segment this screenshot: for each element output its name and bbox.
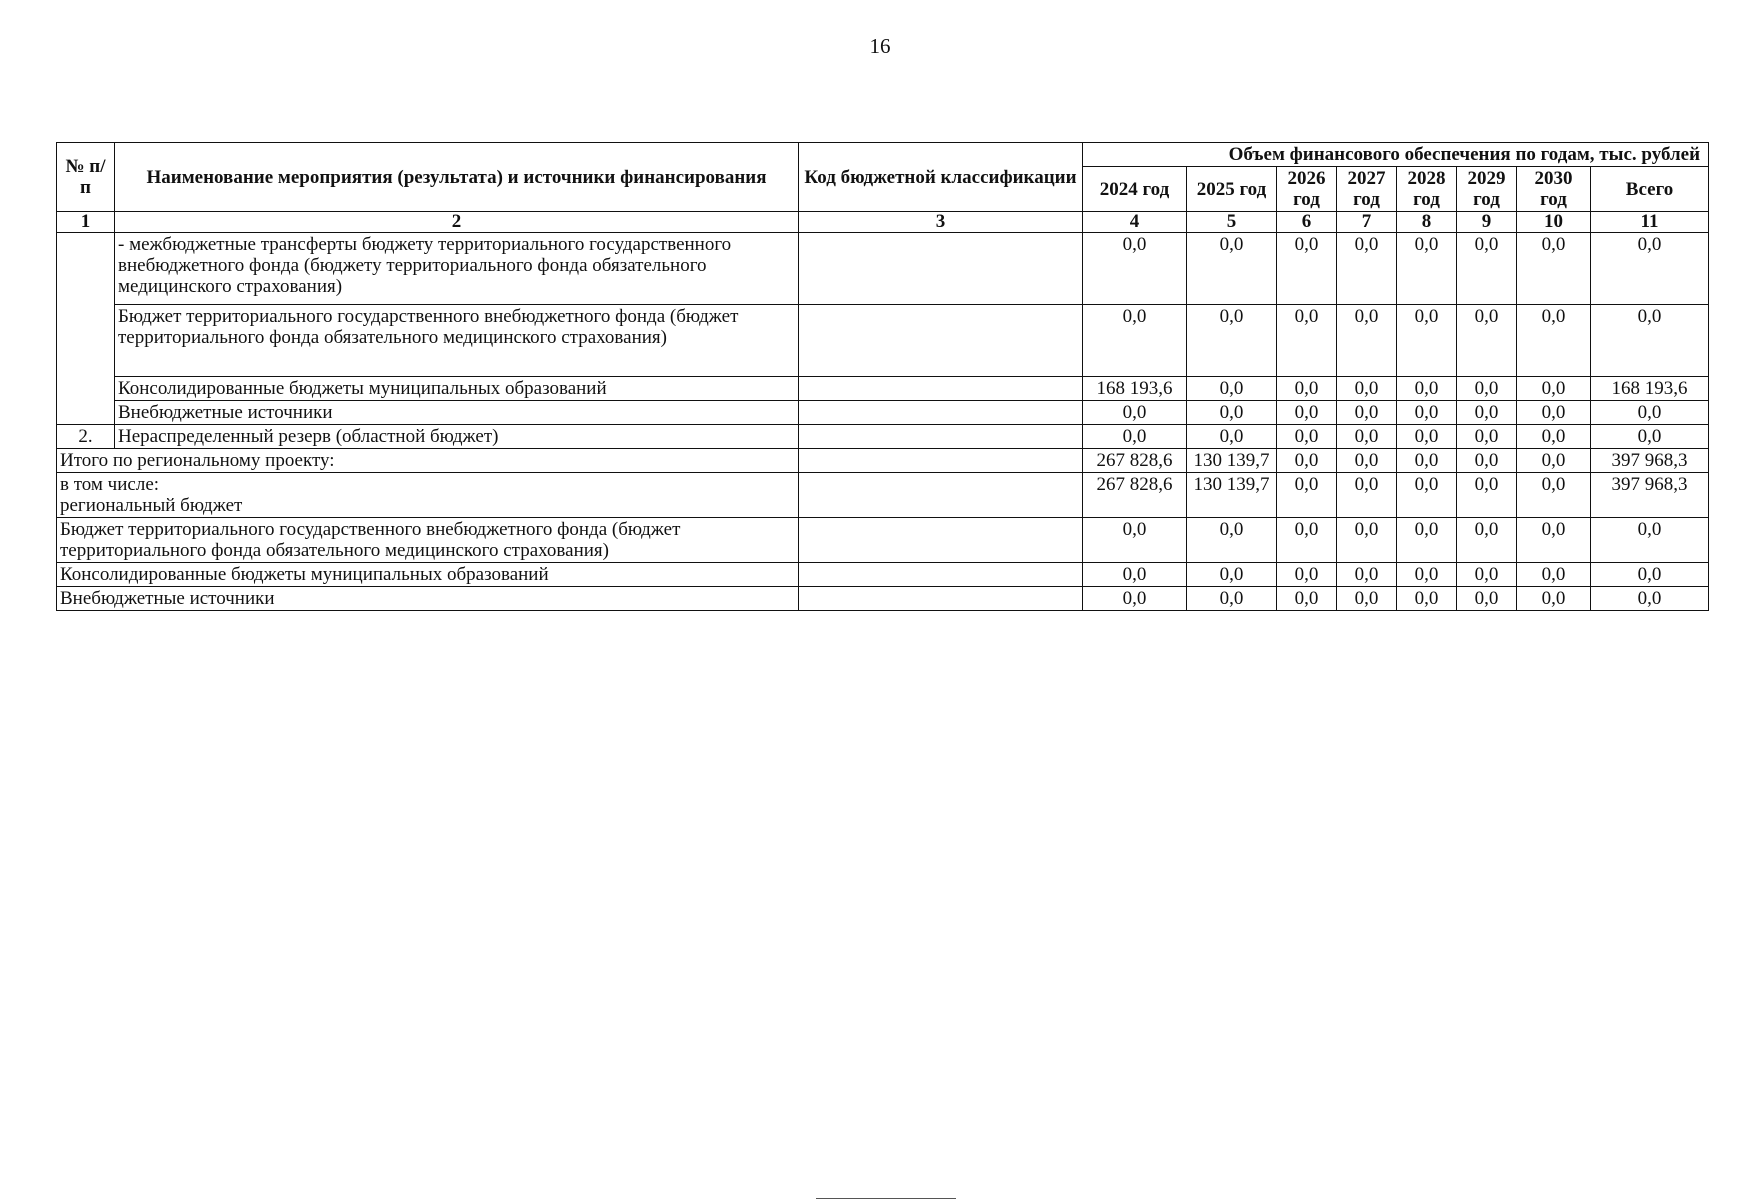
row-code — [799, 518, 1083, 563]
row-number — [57, 233, 115, 425]
value-cell: 0,0 — [1187, 401, 1277, 425]
value-cell: 0,0 — [1083, 233, 1187, 305]
header-year: 2029 год — [1457, 167, 1517, 212]
footer-rule — [816, 1198, 956, 1199]
value-cell: 0,0 — [1397, 401, 1457, 425]
value-cell: 0,0 — [1083, 305, 1187, 377]
value-cell: 0,0 — [1277, 473, 1337, 518]
row-code — [799, 425, 1083, 449]
value-cell: 0,0 — [1517, 563, 1591, 587]
column-number: 8 — [1397, 212, 1457, 233]
header-year: 2027 год — [1337, 167, 1397, 212]
value-cell: 0,0 — [1277, 305, 1337, 377]
value-cell: 130 139,7 — [1187, 473, 1277, 518]
value-cell: 0,0 — [1337, 518, 1397, 563]
value-cell: 0,0 — [1457, 425, 1517, 449]
value-cell: 0,0 — [1337, 425, 1397, 449]
row-name: Внебюджетные источники — [115, 401, 799, 425]
value-cell: 0,0 — [1397, 473, 1457, 518]
column-number: 10 — [1517, 212, 1591, 233]
total-name — [57, 473, 799, 518]
row-code — [799, 401, 1083, 425]
row-name: Нераспределенный резерв (областной бюджет) — [115, 425, 799, 449]
value-cell: 0,0 — [1083, 587, 1187, 611]
header-name: Наименование мероприятия (результата) и источники финансирования — [115, 143, 799, 212]
total-name-line: региональный бюджет — [60, 495, 243, 516]
value-cell: 0,0 — [1397, 563, 1457, 587]
row-code — [799, 305, 1083, 377]
value-cell: 0,0 — [1397, 518, 1457, 563]
value-cell: 0,0 — [1337, 587, 1397, 611]
value-cell: 0,0 — [1591, 563, 1709, 587]
value-cell: 0,0 — [1397, 233, 1457, 305]
value-cell: 0,0 — [1277, 587, 1337, 611]
total-row — [57, 449, 1709, 473]
value-cell: 0,0 — [1457, 377, 1517, 401]
value-cell: 0,0 — [1457, 587, 1517, 611]
value-cell: 0,0 — [1277, 425, 1337, 449]
row-code — [799, 449, 1083, 473]
value-cell: 0,0 — [1591, 518, 1709, 563]
value-cell: 0,0 — [1187, 425, 1277, 449]
value-cell: 0,0 — [1397, 305, 1457, 377]
total-row — [57, 563, 1709, 587]
value-cell: 0,0 — [1517, 377, 1591, 401]
value-cell: 0,0 — [1277, 518, 1337, 563]
column-number-row — [57, 212, 1709, 233]
value-cell: 0,0 — [1083, 563, 1187, 587]
value-cell: 0,0 — [1517, 401, 1591, 425]
column-number: 6 — [1277, 212, 1337, 233]
value-cell: 0,0 — [1591, 425, 1709, 449]
value-cell: 0,0 — [1397, 587, 1457, 611]
table-row — [57, 377, 1709, 401]
header-year: 2026 год — [1277, 167, 1337, 212]
value-cell: 267 828,6 — [1083, 449, 1187, 473]
value-cell: 0,0 — [1277, 377, 1337, 401]
value-cell: 0,0 — [1337, 449, 1397, 473]
value-cell: 0,0 — [1187, 377, 1277, 401]
column-number: 9 — [1457, 212, 1517, 233]
column-number: 11 — [1591, 212, 1709, 233]
value-cell: 0,0 — [1517, 587, 1591, 611]
value-cell: 0,0 — [1187, 587, 1277, 611]
value-cell: 0,0 — [1591, 587, 1709, 611]
row-name: Бюджет территориального государственного внебюджетного фонда (бюджет территориального фонда обязательного медицинского страхования) — [115, 305, 799, 377]
header-code: Код бюджетной классификации — [799, 143, 1083, 212]
value-cell: 168 193,6 — [1591, 377, 1709, 401]
value-cell: 0,0 — [1083, 401, 1187, 425]
value-cell: 0,0 — [1337, 563, 1397, 587]
column-number: 4 — [1083, 212, 1187, 233]
value-cell: 0,0 — [1457, 401, 1517, 425]
value-cell: 267 828,6 — [1083, 473, 1187, 518]
value-cell: 397 968,3 — [1591, 449, 1709, 473]
value-cell: 0,0 — [1187, 233, 1277, 305]
value-cell: 0,0 — [1397, 449, 1457, 473]
row-code — [799, 587, 1083, 611]
header-year: 2024 год — [1083, 167, 1187, 212]
table-row — [57, 425, 1709, 449]
row-code — [799, 377, 1083, 401]
value-cell: 0,0 — [1517, 518, 1591, 563]
value-cell: 130 139,7 — [1187, 449, 1277, 473]
table-row — [57, 305, 1709, 377]
table-row — [57, 233, 1709, 305]
row-name: - межбюджетные трансферты бюджету территориального государственного внебюджетного фонда (бюджету территориального фонда обязательного медицинского страхования) — [115, 233, 799, 305]
total-name: Внебюджетные источники — [57, 587, 799, 611]
value-cell: 0,0 — [1591, 305, 1709, 377]
value-cell: 0,0 — [1517, 449, 1591, 473]
value-cell: 0,0 — [1457, 449, 1517, 473]
total-row — [57, 587, 1709, 611]
total-row — [57, 518, 1709, 563]
value-cell: 168 193,6 — [1083, 377, 1187, 401]
row-number: 2. — [57, 425, 115, 449]
column-number: 3 — [799, 212, 1083, 233]
total-name: Консолидированные бюджеты муниципальных образований — [57, 563, 799, 587]
value-cell: 0,0 — [1187, 518, 1277, 563]
value-cell: 0,0 — [1083, 518, 1187, 563]
total-name: Бюджет территориального государственного внебюджетного фонда (бюджет территориального фонда обязательного медицинского страхования) — [57, 518, 799, 563]
value-cell: 0,0 — [1517, 305, 1591, 377]
value-cell: 0,0 — [1591, 401, 1709, 425]
row-code — [799, 233, 1083, 305]
header-volume: Объем финансового обеспечения по годам, тыс. рублей — [1083, 143, 1709, 167]
header-year: 2025 год — [1187, 167, 1277, 212]
total-row — [57, 473, 1709, 518]
header-year: 2030 год — [1517, 167, 1591, 212]
financing-table — [56, 142, 1709, 611]
column-number: 5 — [1187, 212, 1277, 233]
value-cell: 0,0 — [1337, 401, 1397, 425]
value-cell: 0,0 — [1457, 233, 1517, 305]
header-row-1 — [57, 143, 1709, 167]
header-year: 2028 год — [1397, 167, 1457, 212]
value-cell: 0,0 — [1187, 563, 1277, 587]
value-cell: 0,0 — [1397, 377, 1457, 401]
value-cell: 0,0 — [1277, 563, 1337, 587]
value-cell: 0,0 — [1337, 305, 1397, 377]
column-number: 1 — [57, 212, 115, 233]
table-row — [57, 401, 1709, 425]
value-cell: 0,0 — [1337, 377, 1397, 401]
value-cell: 0,0 — [1457, 563, 1517, 587]
value-cell: 0,0 — [1337, 233, 1397, 305]
page-number: 16 — [869, 34, 891, 58]
value-cell: 0,0 — [1457, 518, 1517, 563]
value-cell: 0,0 — [1277, 401, 1337, 425]
header-total: Всего — [1591, 167, 1709, 212]
row-code — [799, 473, 1083, 518]
row-code — [799, 563, 1083, 587]
total-name: Итого по региональному проекту: — [57, 449, 799, 473]
value-cell: 0,0 — [1397, 425, 1457, 449]
header-no: № п/п — [57, 143, 115, 212]
total-name-line: в том числе: — [60, 474, 160, 495]
column-number: 2 — [115, 212, 799, 233]
value-cell: 0,0 — [1083, 425, 1187, 449]
value-cell: 0,0 — [1517, 473, 1591, 518]
value-cell: 0,0 — [1591, 233, 1709, 305]
value-cell: 397 968,3 — [1591, 473, 1709, 518]
value-cell: 0,0 — [1277, 449, 1337, 473]
column-number: 7 — [1337, 212, 1397, 233]
row-name: Консолидированные бюджеты муниципальных образований — [115, 377, 799, 401]
value-cell: 0,0 — [1187, 305, 1277, 377]
value-cell: 0,0 — [1457, 305, 1517, 377]
value-cell: 0,0 — [1277, 233, 1337, 305]
value-cell: 0,0 — [1517, 425, 1591, 449]
value-cell: 0,0 — [1337, 473, 1397, 518]
value-cell: 0,0 — [1457, 473, 1517, 518]
value-cell: 0,0 — [1517, 233, 1591, 305]
